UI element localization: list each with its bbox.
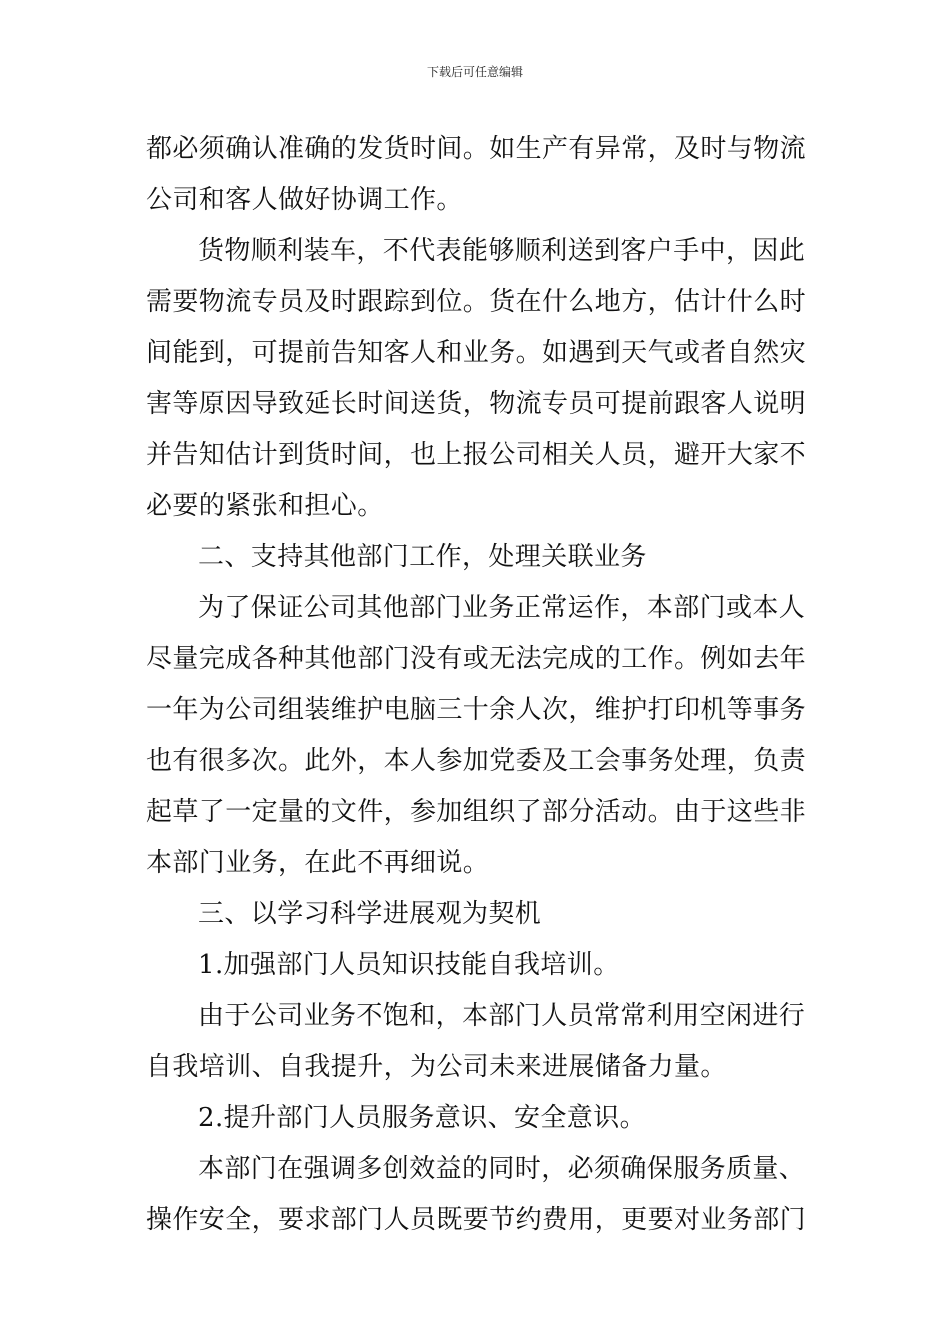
body-line: 本部门业务，在此不再细说。 (146, 848, 490, 878)
body-line: 间能到，可提前告知客人和业务。如遇到天气或者自然灾 (146, 338, 807, 368)
subsection-heading: 1.加强部门人员知识技能自我培训。 (198, 950, 620, 980)
section-heading: 二、支持其他部门工作，处理关联业务 (198, 542, 647, 572)
body-line: 公司和客人做好协调工作。 (146, 185, 463, 215)
paragraph-start-line: 为了保证公司其他部门业务正常运作，本部门或本人 (198, 593, 806, 623)
body-line: 起草了一定量的文件，参加组织了部分活动。由于这些非 (146, 797, 807, 827)
paragraph-start-line: 本部门在强调多创效益的同时，必须确保服务质量、 (198, 1154, 806, 1184)
body-line: 并告知估计到货时间，也上报公司相关人员，避开大家不 (146, 440, 807, 470)
paragraph-start-line: 货物顺利装车，不代表能够顺利送到客户手中，因此 (198, 236, 806, 266)
document-body (146, 124, 810, 1246)
body-line: 必要的紧张和担心。 (146, 491, 384, 521)
body-line: 害等原因导致延长时间送货，物流专员可提前跟客人说明 (146, 389, 807, 419)
body-line: 操作安全，要求部门人员既要节约费用，更要对业务部门 (146, 1205, 807, 1235)
body-line: 需要物流专员及时跟踪到位。货在什么地方，估计什么时 (146, 287, 807, 317)
body-line: 都必须确认准确的发货时间。如生产有异常，及时与物流 (146, 134, 807, 164)
subsection-heading: 2.提升部门人员服务意识、安全意识。 (198, 1103, 647, 1133)
body-line: 尽量完成各种其他部门没有或无法完成的工作。例如去年 (146, 644, 807, 674)
page-header-note: 下载后可任意编辑 (426, 65, 523, 79)
paragraph-start-line: 由于公司业务不饱和，本部门人员常常利用空闲进行 (198, 1001, 806, 1031)
body-line: 一年为公司组装维护电脑三十余人次，维护打印机等事务 (146, 695, 807, 725)
section-heading: 三、以学习科学进展观为契机 (198, 899, 542, 929)
body-line: 也有很多次。此外，本人参加党委及工会事务处理，负责 (146, 746, 807, 776)
body-line: 自我培训、自我提升，为公司未来进展储备力量。 (146, 1052, 727, 1082)
